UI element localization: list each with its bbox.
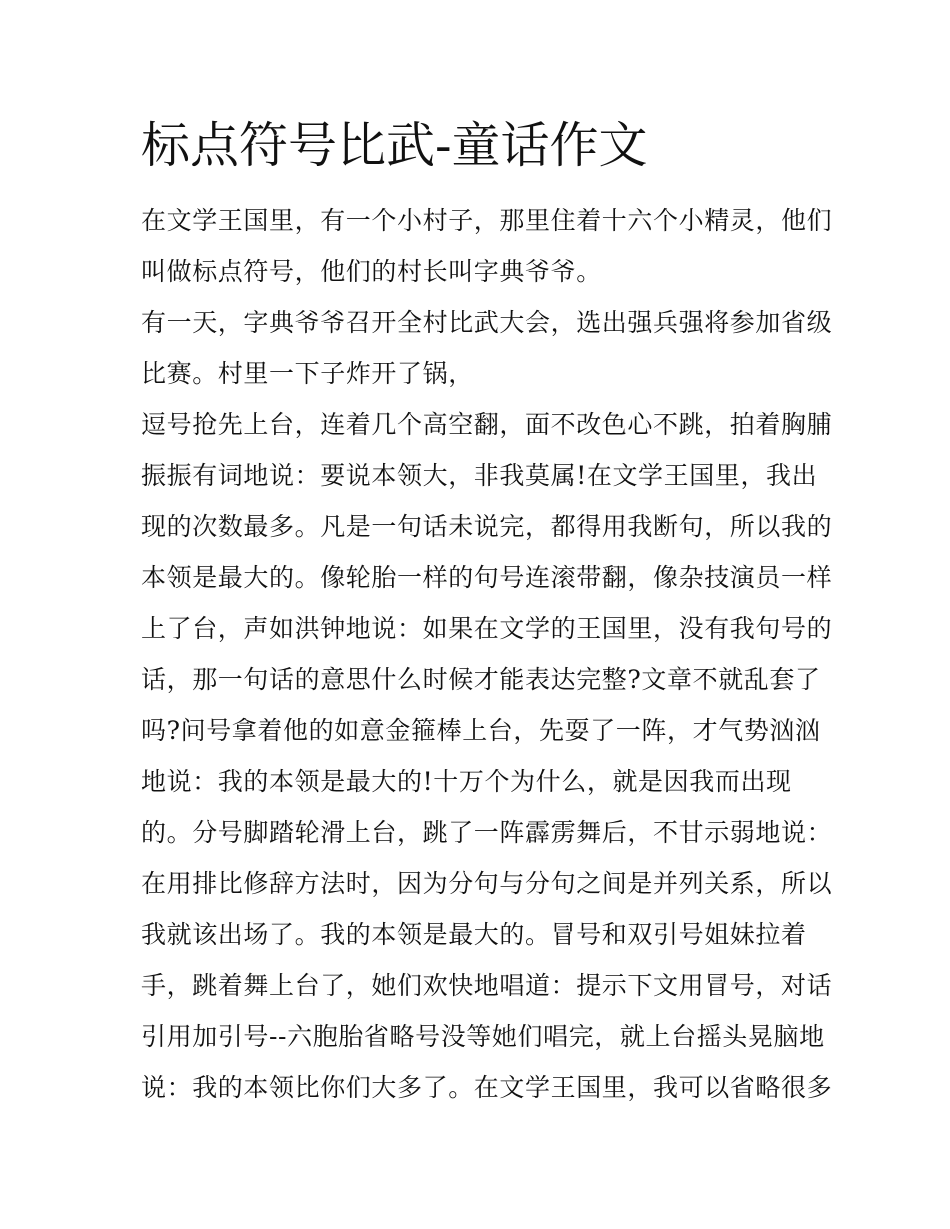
body-line: 吗?问号拿着他的如意金箍棒上台，先耍了一阵，才气势汹汹 [141, 716, 821, 745]
body-line: 说：我的本领比你们大多了。在文学王国里，我可以省略很多 [141, 1073, 833, 1102]
body-line: 在文学王国里，有一个小村子，那里住着十六个小精灵，他们 [141, 206, 833, 235]
body-line: 振振有词地说：要说本领大，非我莫属!在文学王国里，我出 [141, 461, 818, 490]
body-line: 话，那一句话的意思什么时候才能表达完整?文章不就乱套了 [141, 665, 821, 694]
body-line: 现的次数最多。凡是一句话未说完，都得用我断句，所以我的 [141, 512, 833, 541]
body-line: 有一天，字典爷爷召开全村比武大会，选出强兵强将参加省级 [141, 308, 833, 337]
body-line: 叫做标点符号，他们的村长叫字典爷爷。 [141, 257, 602, 286]
body-line: 本领是最大的。像轮胎一样的句号连滚带翻，像杂技演员一样 [141, 563, 833, 592]
body-line: 上了台，声如洪钟地说：如果在文学的王国里，没有我句号的 [141, 614, 833, 643]
body-line: 引用加引号--六胞胎省略号没等她们唱完，就上台摇头晃脑地 [141, 1022, 825, 1051]
body-line: 地说：我的本领是最大的!十万个为什么，就是因我而出现 [141, 767, 792, 796]
body-line: 逗号抢先上台，连着几个高空翻，面不改色心不跳，拍着胸脯 [141, 410, 833, 439]
body-line: 在用排比修辞方法时，因为分句与分句之间是并列关系，所以 [141, 869, 833, 898]
body-line: 我就该出场了。我的本领是最大的。冒号和双引号姐妹拉着 [141, 920, 807, 949]
body-line: 的。分号脚踏轮滑上台，跳了一阵霹雳舞后，不甘示弱地说： [141, 818, 833, 847]
body-line: 比赛。村里一下子炸开了锅， [141, 359, 474, 388]
body-line: 手，跳着舞上台了，她们欢快地唱道：提示下文用冒号，对话 [141, 971, 833, 1000]
document-title: 标点符号比武-童话作文 [141, 117, 648, 174]
